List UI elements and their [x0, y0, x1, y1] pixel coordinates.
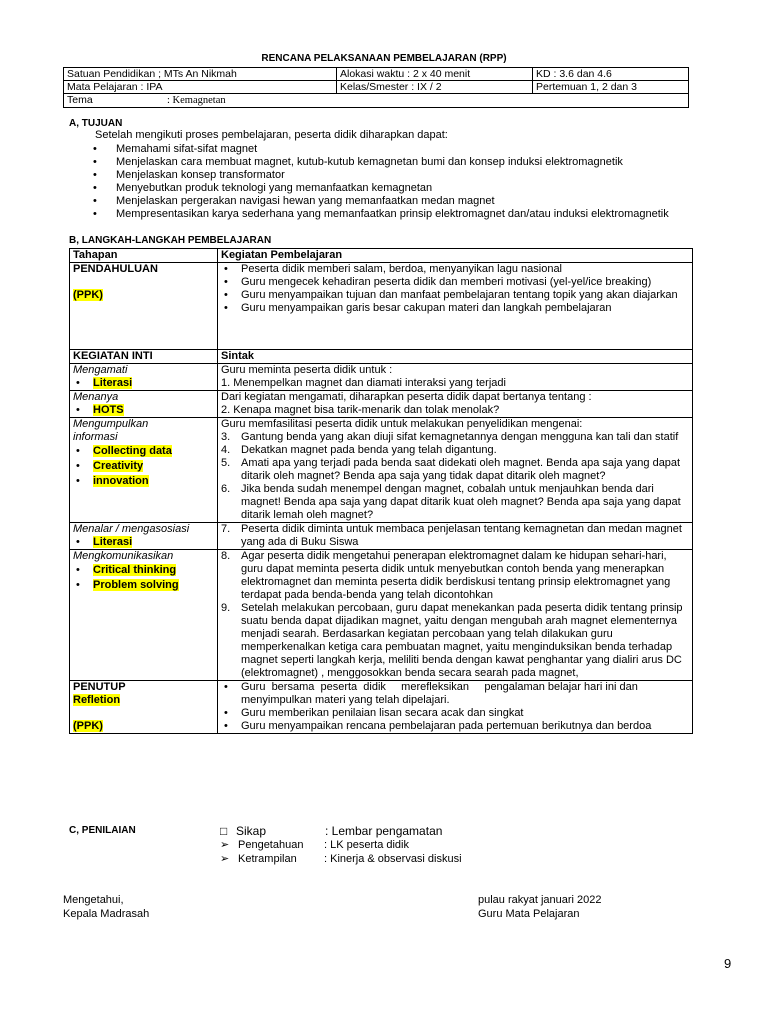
penutup-activities [218, 681, 693, 734]
signature-left [63, 893, 149, 921]
mengamati-label: Mengamati [73, 364, 128, 376]
table-row [70, 350, 693, 364]
penilaian-heading: C, PENILAIAN [69, 825, 136, 836]
mengumpulkan-cell [70, 418, 218, 523]
numbered-step [221, 457, 689, 483]
signature-line: Kepala Madrasah [63, 908, 150, 920]
step-text: Agar peserta didik mengetahui penerapan elektromagnet dalam ke hidupan sehari-hari, guru dapat meminta peserta didik untuk menyebutkan contoh benda yang menerapkan elektromagnet dan meminta peserta didik berdiskusi tentang prinsip elektromagnet yang terdapat pada benda-benda yang telah dicontohkan [241, 550, 671, 601]
step-number: 5. [221, 457, 231, 469]
table-row [70, 263, 693, 350]
step-text: Jika benda sudah menempel dengan magnet, cobalah untuk menjauhkan benda dari magnet! Benda apa saja yang dapat ditarik kuat oleh magnet? Benda apa saja yang dapat ditarik lemah oleh magnet? [241, 483, 681, 521]
pendahuluan-title: PENDAHULUAN [73, 263, 158, 275]
menalar-label: Menalar / mengasosiasi [73, 523, 190, 535]
refletion-badge: Refletion [73, 694, 121, 706]
identity-row [64, 94, 689, 108]
mengkomunikasikan-activities [218, 550, 693, 681]
mengumpulkan-label: Mengumpulkan informasi [73, 418, 149, 443]
penilaian-label: Pengetahuan [238, 839, 304, 851]
subject-cell: Mata Pelajaran : IPA [64, 81, 337, 94]
menalar-activities [218, 523, 693, 550]
list-item: • Menyebutkan produk teknologi yang memanfaatkan kemagnetan [93, 182, 693, 195]
step-number: 4. [221, 444, 231, 456]
step-number: 3. [221, 431, 231, 443]
step-number: 7. [221, 523, 231, 535]
list-item: • Guru memberikan penilaian lisan secara acak dan singkat [221, 707, 689, 720]
table-row [70, 391, 693, 418]
col-kegiatan: Kegiatan Pembelajaran [218, 249, 693, 263]
arrow-bullet-icon: ➢ [220, 853, 230, 865]
sintak-label: Sintak [218, 350, 693, 364]
list-item: • Guru menyampaikan garis besar cakupan materi dan langkah pembelajaran [221, 302, 689, 315]
mengamati-cell [70, 364, 218, 391]
numbered-step [221, 431, 689, 444]
page-number: 9 [724, 956, 732, 971]
checkbox-icon: □ [220, 824, 228, 838]
activity-text: 2. Kenapa magnet bisa tarik-menarik dan tolak menolak? [221, 404, 500, 416]
penilaian-row [220, 838, 409, 851]
problem-solving-badge: Problem solving [93, 579, 179, 591]
activity-text: 1. Menempelkan magnet dan diamati interaksi yang terjadi [221, 377, 506, 389]
list-item: • Peserta didik memberi salam, berdoa, menyanyikan lagu nasional [221, 263, 689, 276]
table-row [70, 364, 693, 391]
list-item: • Guru bersama peserta didik merefleksikan pengalaman belajar hari ini dan menyimpulkan materi yang telah dipelajari. [221, 681, 689, 707]
menanya-activities [218, 391, 693, 418]
class-semester-cell: Kelas/Smester : IX / 2 [337, 81, 533, 94]
list-item: • Menjelaskan cara membuat magnet, kutub-kutub kemagnetan bumi dan konsep induksi elektromagnetik [93, 156, 693, 169]
step-text: Gantung benda yang akan diuji sifat kemagnetannya dengan mengguna kan tali dan statif [241, 431, 679, 443]
mengumpulkan-activities [218, 418, 693, 523]
penutup-cell [70, 681, 218, 734]
critical-thinking-badge: Critical thinking [93, 564, 177, 576]
langkah-heading: B, LANGKAH-LANGKAH PEMBELAJARAN [69, 235, 272, 246]
time-allocation-cell: Alokasi waktu : 2 x 40 menit [337, 68, 533, 81]
mengamati-activities [218, 364, 693, 391]
step-text: Peserta didik diminta untuk membaca penjelasan tentang kemagnetan dan medan magnet yang ada di Buku Siswa [241, 523, 682, 548]
list-item: • Menjelaskan konsep transformator [93, 169, 693, 182]
table-row [70, 418, 693, 523]
identity-row [64, 68, 689, 81]
inti-title: KEGIATAN INTI [70, 350, 218, 364]
penilaian-label: Ketrampilan [238, 853, 297, 865]
step-text: Amati apa yang terjadi pada benda saat didekati oleh magnet. Benda apa saja yang dapat ditarik oleh magnet? Benda apa saja yang tidak dapat ditarik oleh magnet? [241, 457, 681, 482]
pendahuluan-activities [218, 263, 693, 350]
ppk-badge: (PPK) [73, 289, 103, 301]
identity-row [64, 81, 689, 94]
signature-line: Mengetahui, [63, 894, 124, 906]
theme-cell [64, 94, 689, 108]
theme-label: Tema [67, 94, 93, 106]
numbered-step [221, 602, 689, 680]
arrow-bullet-icon: ➢ [220, 839, 230, 851]
signature-right [478, 893, 602, 921]
signature-line: Guru Mata Pelajaran [478, 908, 580, 920]
step-text: Dekatkan magnet pada benda yang telah digantung. [241, 444, 497, 456]
step-number: 6. [221, 483, 231, 495]
table-row [70, 550, 693, 681]
tujuan-heading: A, TUJUAN [69, 118, 123, 129]
theme-value: : Kemagnetan [167, 95, 226, 106]
menanya-label: Menanya [73, 391, 119, 403]
meeting-cell: Pertemuan 1, 2 dan 3 [533, 81, 689, 94]
step-number: 8. [221, 550, 231, 562]
activity-text: Guru memfasilitasi peserta didik untuk melakukan penyelidikan mengenai: [221, 418, 583, 430]
list-item: • Guru menyampaikan tujuan dan manfaat pembelajaran tentang topik yang akan diajarkan [221, 289, 689, 302]
ppk-badge: (PPK) [73, 720, 103, 732]
collecting-data-badge: Collecting data [93, 445, 172, 457]
table-row [70, 681, 693, 734]
mengkomunikasikan-label: Mengkomunikasikan [73, 550, 174, 562]
penilaian-row [220, 852, 462, 865]
col-tahapan: Tahapan [70, 249, 218, 263]
list-item: • Menjelaskan pergerakan navigasi hewan yang memanfaatkan medan magnet [93, 195, 693, 208]
list-item: • Memahami sifat-sifat magnet [93, 143, 693, 156]
activity-text: Dari kegiatan mengamati, diharapkan peserta didik dapat bertanya tentang : [221, 391, 592, 403]
menalar-cell [70, 523, 218, 550]
step-number: 9. [221, 602, 231, 614]
list-item: • Guru mengecek kehadiran peserta didik dan memberi motivasi (yel-yel/ice breaking) [221, 276, 689, 289]
numbered-step [221, 523, 689, 549]
pendahuluan-cell [70, 263, 218, 350]
table-header-row [70, 249, 693, 263]
numbered-step [221, 444, 689, 457]
list-item: • Guru menyampaikan rencana pembelajaran pada pertemuan berikutnya dan berdoa [221, 720, 689, 733]
document-title: RENCANA PELAKSANAAN PEMBELAJARAN (RPP) [261, 53, 507, 64]
creativity-badge: Creativity [93, 460, 144, 472]
mengkomunikasikan-cell [70, 550, 218, 681]
literasi-badge: Literasi [93, 536, 133, 548]
activity-text: Guru meminta peserta didik untuk : [221, 364, 393, 376]
penilaian-label: Sikap [236, 824, 267, 838]
tujuan-list [93, 143, 693, 221]
penilaian-value: : Lembar pengamatan [325, 824, 443, 838]
learning-steps-table [69, 248, 693, 734]
numbered-step [221, 550, 689, 602]
innovation-badge: innovation [93, 475, 149, 487]
signature-line: pulau rakyat januari 2022 [478, 894, 602, 906]
identity-table [63, 67, 689, 108]
numbered-step [221, 483, 689, 522]
penilaian-value: : LK peserta didik [324, 839, 409, 851]
penutup-title: PENUTUP [73, 681, 126, 693]
hots-badge: HOTS [93, 404, 124, 416]
table-row [70, 523, 693, 550]
school-cell: Satuan Pendidikan ; MTs An Nikmah [64, 68, 337, 81]
literasi-badge: Literasi [93, 377, 133, 389]
penilaian-row [220, 824, 442, 838]
tujuan-intro: Setelah mengikuti proses pembelajaran, peserta didik diharapkan dapat: [95, 129, 448, 141]
kd-cell: KD : 3.6 dan 4.6 [533, 68, 689, 81]
step-text: Setelah melakukan percobaan, guru dapat menekankan pada peserta didik tentang prinsip suatu benda dapat dijadikan magnet, yaitu dengan mengubah arah magnet elementernya menjadi searah. Berdasarkan kegiatan percobaan yang telah dilakukan guru memperkenalkan ketiga cara pembuatan magnet, yaitu menginduksikan benda terhadap magnet seperti langkah kerja, meliliti benda dengan kawat penghantar yang dialiri arus DC (elektromagnet) , menggosokkan benda secara searah pada magnet, [241, 602, 683, 679]
menanya-cell [70, 391, 218, 418]
list-item: • Mempresentasikan karya sederhana yang memanfaatkan prinsip elektromagnet dan/atau induksi elektromagnetik [93, 208, 693, 221]
penilaian-value: : Kinerja & observasi diskusi [324, 853, 462, 865]
